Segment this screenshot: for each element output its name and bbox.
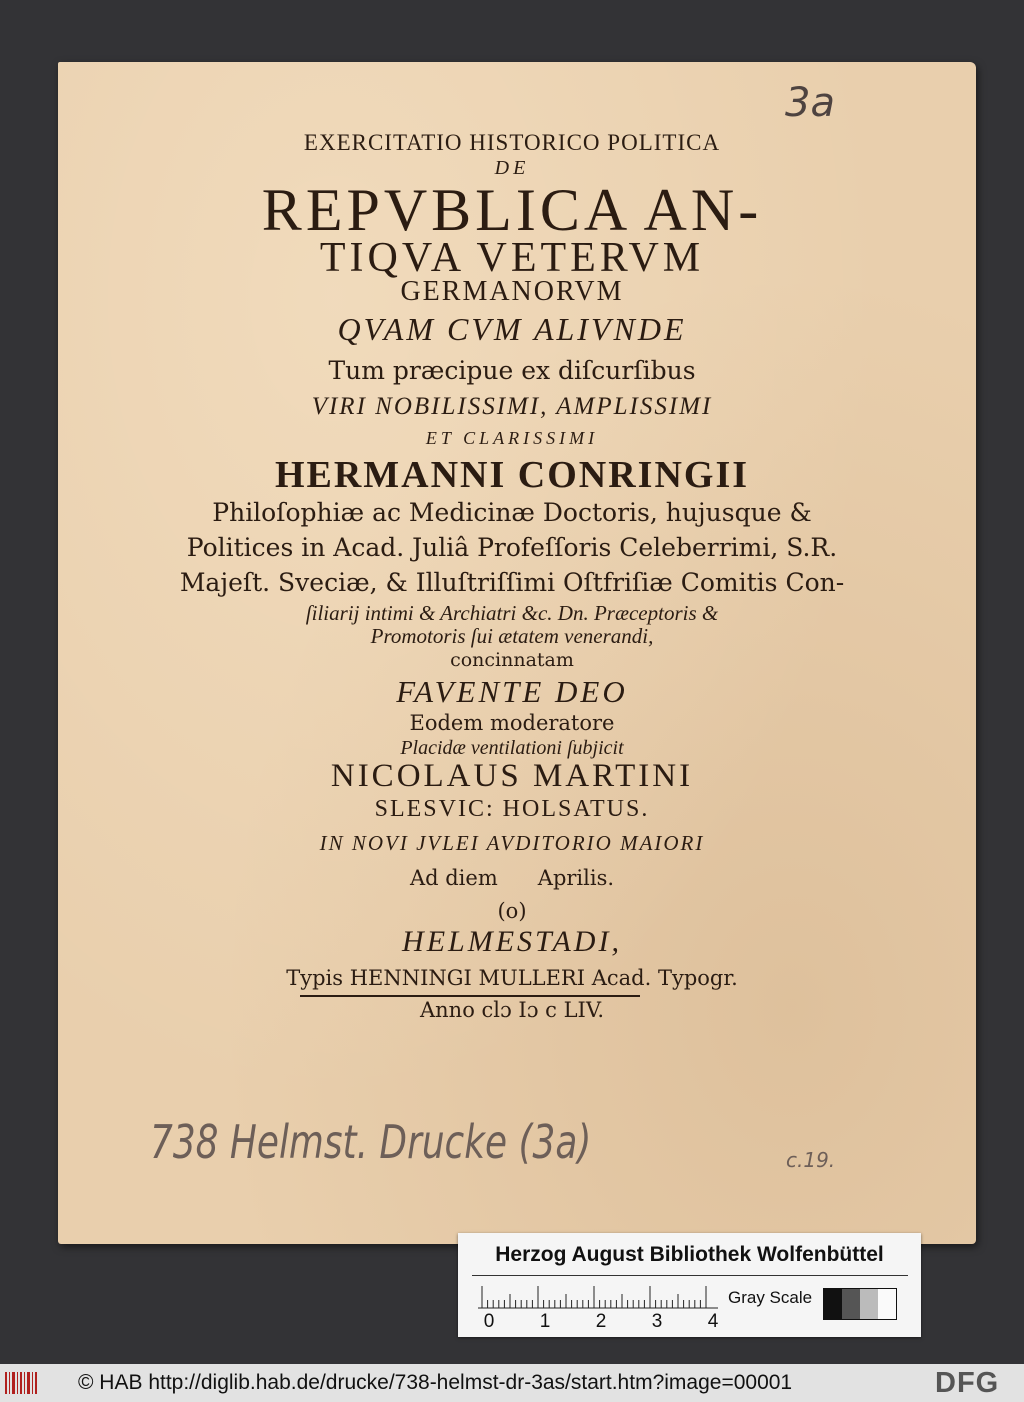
ruler-number-2: 2 — [595, 1311, 607, 1332]
imprint-rule — [300, 995, 640, 997]
heading-line-16: concinnatam — [450, 649, 574, 671]
ruler-number-0: 0 — [483, 1311, 495, 1332]
heading-line-22: IN NOVI JVLEI AVDITORIO MAIORI — [319, 831, 705, 855]
heading-line-3: REPVBLICA AN- — [261, 177, 763, 243]
handwritten-shelfmark: 738 Helmst. Drucke (3a) — [150, 1115, 592, 1169]
heading-line-25: HELMESTADI, — [402, 925, 622, 958]
handwritten-note-top-right: 3a — [785, 80, 835, 126]
heading-line-11: Philoſophiæ ac Medicinæ Doctoris, hujusque & — [212, 498, 812, 527]
heading-line-13: Majeſt. Sveciæ, & Illuſtriſſimi Oſtfriſiæ Comitis Con- — [179, 568, 845, 597]
ornament: (o) — [497, 899, 527, 923]
swatch-dark — [842, 1289, 860, 1319]
heading-line-10: HERMANNI CONRINGII — [274, 454, 750, 496]
heading-line-23: Ad diem Aprilis. — [409, 866, 615, 890]
footer-copyright-url[interactable]: © HAB http://diglib.hab.de/drucke/738-helmst-dr-3as/start.htm?image=00001 — [78, 1371, 793, 1394]
heading-line-18: Eodem moderatore — [409, 711, 615, 735]
gray-scale-swatches — [823, 1288, 897, 1320]
heading-line-17: FAVENTE DEO — [396, 674, 628, 709]
dfg-logo: DFG — [935, 1367, 1000, 1399]
swatch-light — [860, 1289, 878, 1319]
heading-line-27: Anno clɔ Iɔ c LIV. — [419, 998, 605, 1022]
heading-line-8: VIRI NOBILISSIMI, AMPLISSIMI — [311, 393, 713, 420]
heading-line-4: TIQVA VETERVM — [319, 235, 705, 281]
heading-line-2: DE — [494, 157, 530, 179]
heading-line-1: EXERCITATIO HISTORICO POLITICA — [303, 130, 721, 155]
heading-line-26: Typis HENNINGI MULLERI Acad. Typogr. — [286, 966, 738, 990]
heading-line-9: ET CLARISSIMI — [425, 428, 599, 448]
heading-line-21: SLESVIC: HOLSATUS. — [374, 796, 650, 822]
handwritten-note-bottom-right: c.19. — [786, 1148, 836, 1172]
heading-line-12: Politices in Acad. Juliâ Profeſſoris Celeberrimi, S.R. — [186, 533, 838, 562]
library-scale-label — [458, 1233, 921, 1337]
heading-line-20: NICOLAUS MARTINI — [330, 758, 694, 794]
heading-line-14: ſiliarij intimi & Archiatri &c. Dn. Præceptoris & — [305, 601, 719, 625]
ruler-number-3: 3 — [651, 1311, 663, 1332]
footer-bar — [0, 1364, 1024, 1402]
gray-scale-label: Gray Scale — [728, 1288, 813, 1307]
heading-line-5: GERMANORVM — [400, 276, 624, 307]
swatch-black — [824, 1289, 842, 1319]
ruler-number-4: 4 — [707, 1311, 719, 1332]
heading-line-15: Promotoris ſui ætatem venerandi, — [370, 624, 654, 648]
barcode-icon — [4, 1370, 40, 1396]
library-name: Herzog August Bibliothek Wolfenbüttel — [495, 1243, 884, 1266]
heading-line-19: Placidæ ventilationi ſubjicit — [400, 737, 624, 759]
heading-line-6: QVAM CVM ALIVNDE — [337, 311, 687, 347]
heading-line-7: Tum præcipue ex diſcurſibus — [328, 356, 696, 385]
label-rule — [472, 1275, 908, 1276]
ruler-number-1: 1 — [539, 1311, 551, 1332]
swatch-white — [878, 1289, 896, 1319]
